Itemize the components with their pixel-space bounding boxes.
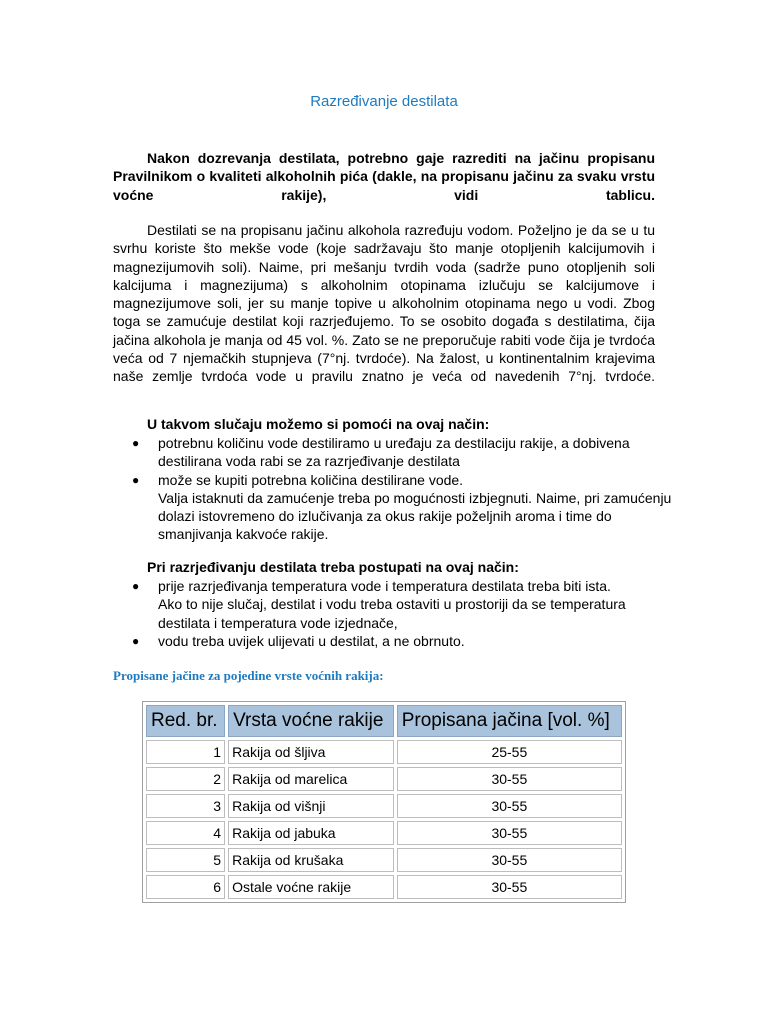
column-header: Vrsta voćne rakije xyxy=(228,705,394,737)
section2-list xyxy=(113,577,673,650)
brandy-type: Rakija od marelica xyxy=(228,767,394,791)
table-row xyxy=(146,794,622,818)
row-number: 3 xyxy=(146,794,225,818)
list-item-text: vodu treba uvijek ulijevati u destilat, a ne obrnuto. xyxy=(158,632,465,649)
bullet-icon: ● xyxy=(132,472,140,487)
brandy-type: Rakija od višnji xyxy=(228,794,394,818)
list-item xyxy=(113,577,673,632)
list-item-text: prije razrjeđivanja temperatura vode i temperatura destilata treba biti ista. Ako to nije slučaj, destilat i vodu treba ostaviti u prostoriji da se temperatura destilata i temperatura vode izjednače, xyxy=(158,578,626,631)
strength-value: 30-55 xyxy=(397,767,622,791)
column-header: Red. br. xyxy=(146,705,225,737)
page-title: Razređivanje destilata xyxy=(310,93,458,110)
body-paragraph: Destilati se na propisanu jačinu alkohola razređuju vodom. Poželjno je da se u tu svrhu koriste što mekše vode (koje sadržavaju što manje otopljenih kalcijumovih i magnezijumovih soli). Naime, pri mešanju tvrdih voda (sadrže puno otopljenih soli kalcijuma i magnezijuma) s alkoholnim otopinama izlučuju se kalcijumove i magnezijumove soli, jer su manje topive u alkoholnim otopinama nego u vodi. Zbog toga se zamućuje destilat koji razrjeđujemo. To se osobito događa s destilatima, čija jačina alkohola je manja od 45 vol. %. Zato se ne preporučuje rabiti vode čija je tvrdoća veća od 7 njemačkih stupnjeva (7°nj. tvrdoće). Na žalost, u kontinentalnim krajevima naše zemlje tvrdoća vode u pravilu znatno je veća od navedenih 7°nj. tvrdoće. xyxy=(113,222,655,385)
table-title: Propisane jačine za pojedine vrste voćnih rakija: xyxy=(113,668,384,683)
row-number: 5 xyxy=(146,848,225,872)
strength-value: 30-55 xyxy=(397,848,622,872)
table-header-row xyxy=(146,705,622,737)
table-row xyxy=(146,821,622,845)
brandy-type: Rakija od jabuka xyxy=(228,821,394,845)
strength-value: 30-55 xyxy=(397,821,622,845)
table-row xyxy=(146,767,622,791)
bullet-icon: ● xyxy=(132,436,140,450)
brandy-type: Ostale voćne rakije xyxy=(228,875,394,899)
list-item-text: potrebnu količinu vode destiliramo u uređaju za destilaciju rakije, a dobivena destilirana voda rabi se za razrjeđivanje destilata xyxy=(158,435,630,470)
table-row xyxy=(146,875,622,899)
list-item xyxy=(113,632,673,650)
list-item xyxy=(113,434,673,471)
intro-paragraph: Nakon dozrevanja destilata, potrebno gaje razrediti na jačinu propisanu Pravilnikom o kvaliteti alkoholnih pića (dakle, na propisanu jačinu za svaku vrstu voćne rakije), vidi tablicu. xyxy=(113,150,655,203)
table-row xyxy=(146,848,622,872)
section1-heading: U takvom slučaju možemo si pomoći na ovaj način: xyxy=(147,416,490,432)
bullet-icon: ● xyxy=(132,579,140,593)
bullet-icon: ● xyxy=(132,633,140,648)
strength-value: 25-55 xyxy=(397,740,622,764)
section1-list xyxy=(113,434,673,544)
section2-heading: Pri razrjeđivanju destilata treba postupati na ovaj način: xyxy=(147,559,519,575)
row-number: 6 xyxy=(146,875,225,899)
column-header: Propisana jačina [vol. %] xyxy=(397,705,622,737)
row-number: 1 xyxy=(146,740,225,764)
strength-value: 30-55 xyxy=(397,794,622,818)
brandy-type: Rakija od šljiva xyxy=(228,740,394,764)
list-item-text: može se kupiti potrebna količina destilirane vode. Valja istaknuti da zamućenje treba po mogućnosti izbjegnuti. Naime, pri zamućenju dolazi istovremeno do izlučivanja za okus rakije poželjnih aroma i time do smanjivanja kakvoće rakije. xyxy=(158,471,672,543)
strength-value: 30-55 xyxy=(397,875,622,899)
row-number: 4 xyxy=(146,821,225,845)
strength-table xyxy=(142,701,626,903)
list-item xyxy=(113,471,673,544)
row-number: 2 xyxy=(146,767,225,791)
table-row xyxy=(146,740,622,764)
brandy-type: Rakija od krušaka xyxy=(228,848,394,872)
